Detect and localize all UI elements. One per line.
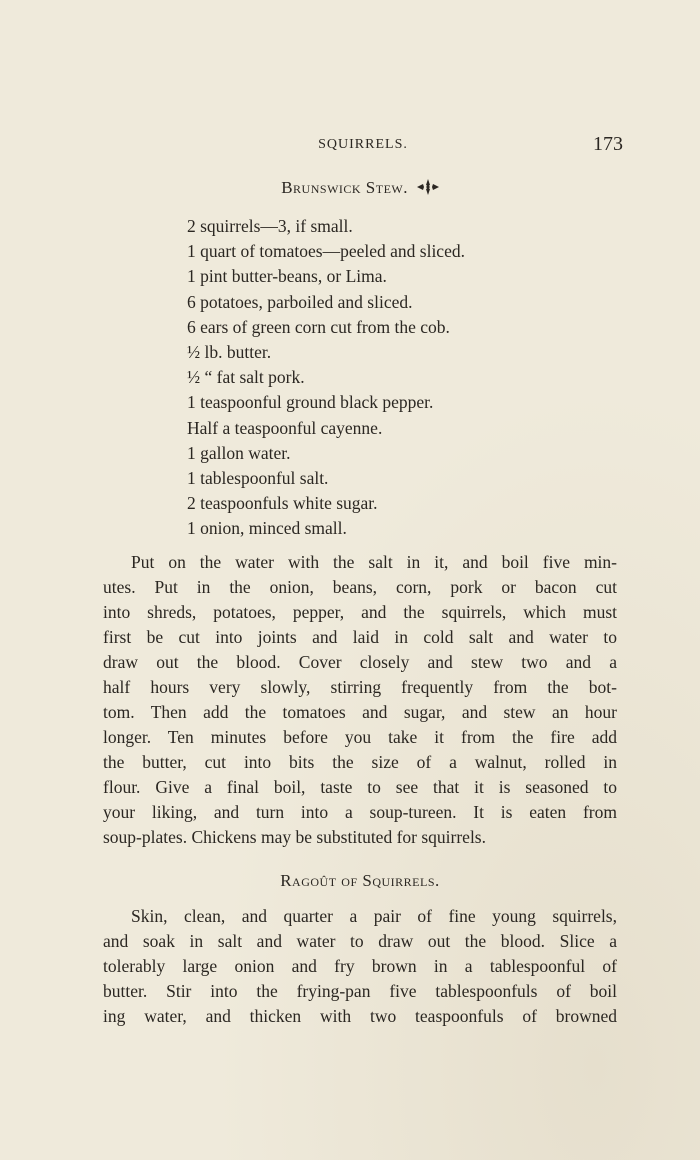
running-title: SQUIRRELS.: [318, 137, 408, 152]
cross-icon: [417, 179, 439, 200]
ingredient-item: 1 teaspoonful ground black pepper.: [187, 392, 434, 413]
ingredient-item: Half a teaspoonful cayenne.: [187, 417, 383, 438]
recipe-title: Ragoût of Squirrels.: [280, 871, 440, 890]
text-line: flour. Give a final boil, taste to see that it is seasoned to: [103, 777, 617, 797]
text-line: butter. Stir into the frying-pan five tablespoonfuls of boil: [103, 981, 617, 1001]
text-line: first be cut into joints and laid in cold salt and water to: [103, 627, 617, 647]
text-line: and soak in salt and water to draw out the blood. Slice a: [103, 931, 617, 951]
ingredient-item: 6 potatoes, parboiled and sliced.: [187, 291, 413, 312]
ingredient-item: 2 teaspoonfuls white sugar.: [187, 493, 378, 514]
text-line: ing water, and thicken with two teaspoonfuls of browned: [103, 1006, 617, 1026]
page-number: 173: [593, 133, 623, 155]
text-line: tom. Then add the tomatoes and sugar, and stew an hour: [103, 702, 617, 722]
running-head: [103, 133, 623, 157]
ingredient-item: ½ “ fat salt pork.: [187, 367, 305, 388]
text-line: half hours very slowly, stirring frequently from the bot-: [103, 677, 617, 697]
ingredient-item: 1 pint butter-beans, or Lima.: [187, 266, 387, 287]
text-line: Put on the water with the salt in it, and boil five min-: [131, 552, 617, 572]
text-line: longer. Ten minutes before you take it from the fire add: [103, 727, 617, 747]
ingredient-item: 1 tablespoonful salt.: [187, 467, 329, 488]
recipe-directions: [103, 904, 617, 1029]
ingredient-item: 1 onion, minced small.: [187, 518, 347, 539]
recipe-heading-ragout: [103, 871, 617, 891]
ingredient-item: 1 quart of tomatoes—peeled and sliced.: [187, 241, 465, 262]
ingredient-item: 6 ears of green corn cut from the cob.: [187, 316, 450, 337]
text-line: draw out the blood. Cover closely and stew two and a: [103, 652, 617, 672]
text-line: the butter, cut into bits the size of a walnut, rolled in: [103, 752, 617, 772]
text-line: into shreds, potatoes, pepper, and the squirrels, which must: [103, 602, 617, 622]
text-line: utes. Put in the onion, beans, corn, pork or bacon cut: [103, 577, 617, 597]
ingredient-item: ½ lb. butter.: [187, 341, 272, 362]
recipe-directions: [103, 550, 617, 850]
text-line: tolerably large onion and fry brown in a tablespoonful of: [103, 956, 617, 976]
ingredient-list: [187, 214, 465, 541]
recipe-title: Brunswick Stew.: [281, 178, 409, 197]
ingredient-item: 1 gallon water.: [187, 442, 291, 463]
ingredient-item: 2 squirrels—3, if small.: [187, 216, 353, 236]
text-line: your liking, and turn into a soup-tureen. It is eaten from: [103, 802, 617, 822]
text-line: Skin, clean, and quarter a pair of fine young squirrels,: [131, 906, 617, 926]
text-line: soup-plates. Chickens may be substituted for squirrels.: [103, 827, 486, 847]
recipe-heading-brunswick-stew: [103, 178, 617, 200]
